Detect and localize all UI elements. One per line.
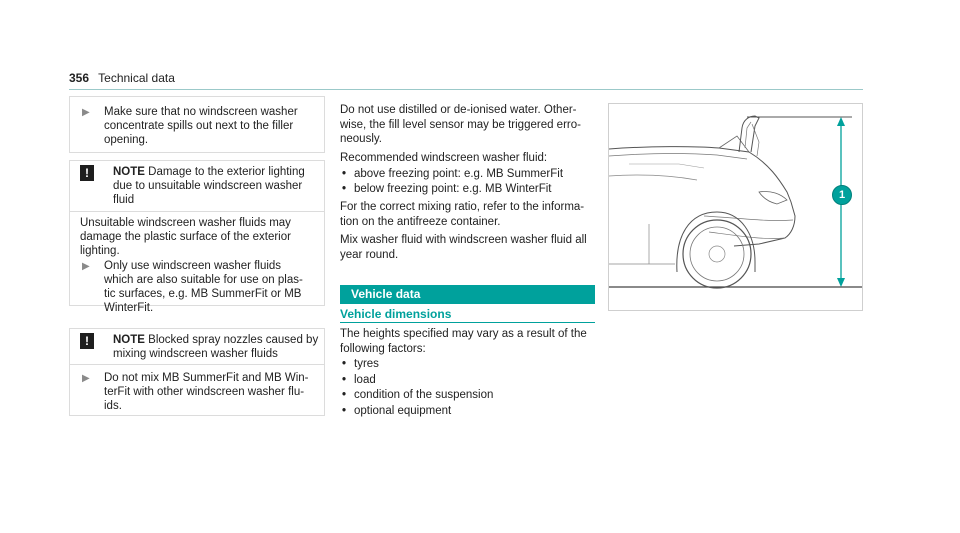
- list-item: • condition of the suspension: [340, 388, 596, 404]
- note-body: [80, 216, 320, 258]
- paragraph: For the correct mixing ratio, refer to the informa- tion on the antifreeze container.: [340, 201, 585, 228]
- page-number: 356: [69, 71, 90, 85]
- note-box-nozzles: [69, 328, 325, 416]
- paragraph: Recommended windscreen washer fluid:: [340, 151, 548, 164]
- instruction-box: [69, 96, 325, 153]
- paragraph: Do not use distilled or de-ionised water. Other- wise, the fill level sensor may be triggered erro- neously.: [340, 104, 581, 145]
- step-text: Do not mix MB SummerFit and MB Win- terFit with other windscreen washer flu- ids.: [104, 372, 309, 412]
- warning-icon: !: [80, 333, 94, 349]
- callout-marker: [832, 185, 852, 205]
- vehicle-height-figure: [608, 103, 863, 311]
- note-divider: [70, 211, 324, 212]
- step-arrow-icon: ▶: [82, 107, 90, 118]
- fluid-list: [340, 167, 596, 196]
- paragraph: The heights specified may vary as a result of the following factors:: [340, 328, 587, 355]
- note-label: NOTE: [113, 334, 145, 346]
- note-label: NOTE: [113, 166, 145, 178]
- washer-fluid-text: [340, 103, 596, 266]
- note-title: Blocked spray nozzles caused by mixing windscreen washer fluids: [113, 334, 319, 360]
- note-step: [82, 259, 318, 315]
- warning-icon: !: [80, 165, 94, 181]
- callout-number: 1: [838, 189, 846, 201]
- step-arrow-icon: ▶: [82, 261, 90, 272]
- header-rule: [69, 89, 863, 90]
- page-header: [69, 71, 175, 85]
- step-arrow-icon: ▶: [82, 373, 90, 384]
- factor-list: [340, 357, 596, 419]
- note-step: [82, 371, 318, 413]
- section-name: Technical data: [98, 71, 175, 85]
- subsection-rule: [340, 322, 595, 323]
- vehicle-illustration: [609, 104, 863, 311]
- step-text: Only use windscreen washer fluids which are also suitable for use on plas- tic surfaces, e.g. MB SummerFit or MB WinterFit.: [104, 260, 303, 314]
- list-item: • above freezing point: e.g. MB SummerFit: [340, 167, 596, 182]
- list-item: • load: [340, 373, 596, 389]
- note-title: Damage to the exterior lighting due to unsuitable windscreen washer fluid: [113, 166, 305, 206]
- list-item: • tyres: [340, 357, 596, 373]
- note-body-text: Unsuitable windscreen washer fluids may damage the plastic surface of the exterior lighting.: [80, 217, 291, 257]
- note-divider: [70, 364, 324, 365]
- section-heading: Vehicle data: [340, 285, 595, 304]
- list-item: • below freezing point: e.g. MB WinterFit: [340, 182, 596, 197]
- paragraph: Mix washer fluid with windscreen washer fluid all year round.: [340, 234, 587, 261]
- note-box-lighting: [69, 160, 325, 314]
- list-item: • optional equipment: [340, 404, 596, 420]
- instruction-step: [82, 105, 318, 147]
- note-header: [80, 333, 320, 361]
- subsection-heading: Vehicle dimensions: [340, 307, 452, 321]
- note-header: [80, 165, 320, 207]
- dimensions-text: [340, 327, 596, 423]
- step-text: Make sure that no windscreen washer concentrate spills out next to the filler opening.: [104, 106, 298, 146]
